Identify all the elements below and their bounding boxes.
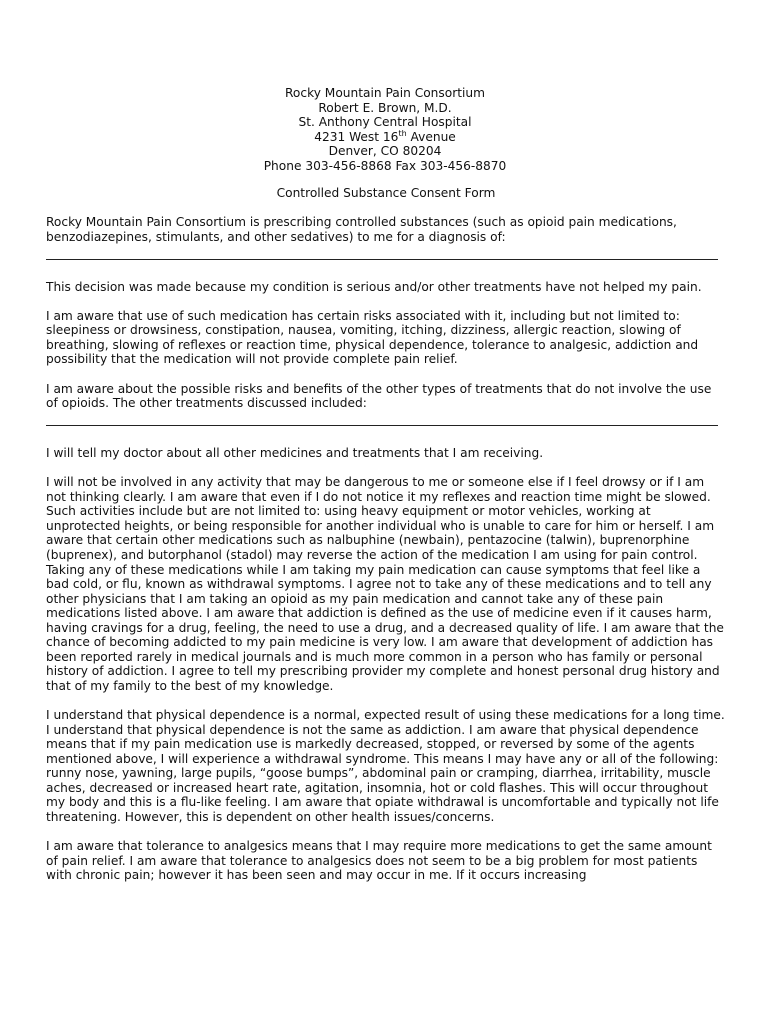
paragraph-tolerance: I am aware that tolerance to analgesics means that I may require more medications to get the same amount of pain relief. I am aware that tolerance to analgesics does not seem to be a big problem for most patients with chronic pain; however it has been seen and may occur in me. If it occurs increasing <box>46 838 712 883</box>
paragraph-tell-doctor: I will tell my doctor about all other medicines and treatments that I am receiving. <box>46 446 544 461</box>
city-state-zip: Denver, CO 80204 <box>328 144 442 159</box>
org-name: Rocky Mountain Pain Consortium <box>285 86 485 100</box>
other-treatments-blank-line[interactable] <box>46 425 718 426</box>
hospital-name: St. Anthony Central Hospital <box>298 115 472 130</box>
paragraph-diagnosis: Rocky Mountain Pain Consortium is prescribing controlled substances (such as opioid pain medications, benzodiazepines, stimulants, and other sedatives) to me for a diagnosis of: <box>46 215 677 244</box>
street-prefix: 4231 West 16 <box>314 129 399 144</box>
street-ordinal: th <box>398 128 407 138</box>
paragraph-other-treatments: I am aware about the possible risks and benefits of the other types of treatments that do not involve the use of opioids. The other treatments discussed included: <box>46 381 712 411</box>
paragraph-physical-dependence: I understand that physical dependence is a normal, expected result of using these medications for a long time. I understand that physical dependence is not the same as addiction. I am aware that physical dependence means that if my pain medication use is markedly decreased, stopped, or reversed by some of the agents mentioned above, I will experience a withdrawal syndrome. This means I may have any or all of the following: runny nose, yawning, large pupils, “goose bumps”, abdominal pain or cramping, diarrhea, irritability, muscle aches, decreased or increased heart rate, agitation, insomnia, hot or cold flashes. This will occur throughout my body and this is a flu-like feeling. I am aware that opiate withdrawal is uncomfortable and typically not life threatening. However, this is dependent on other health issues/concerns. <box>46 708 725 824</box>
diagnosis-blank-line[interactable] <box>46 259 718 260</box>
paragraph-decision: This decision was made because my condition is serious and/or other treatments have not helped my pain. <box>46 279 702 294</box>
paragraph-activities: I will not be involved in any activity that may be dangerous to me or someone else if I feel drowsy or if I am not thinking clearly. I am aware that even if I do not notice it my reflexes and reaction time might be slowed. Such activities include but are not limited to: using heavy equipment or motor vehicles, working at unprotected heights, or being responsible for another individual who is unable to care for him or herself. I am aware that certain other medications such as nalbuphine (newbain), pentazocine (talwin), buprenorphine (buprenex), and butorphanol (stadol) may reverse the action of the medication I am using for pain control. Taking any of these medications while I am taking my pain medication can cause symptoms that feel like a bad cold, or flu, known as withdrawal symptoms. I agree not to take any of these medications and to tell any other physicians that I am taking an opioid as my pain medication and cannot take any of these pain medications listed above. I am aware that addiction is defined as the use of medicine even if it causes harm, having cravings for a drug, feeling, the need to use a drug, and a decreased quality of life. I am aware that the chance of becoming addicted to my pain medicine is very low. I am aware that development of addiction has been reported rarely in medical journals and is much more common in a person who has family or personal history of addiction. I agree to tell my prescribing provider my complete and honest personal drug history and that of my family to the best of my knowledge. <box>46 475 724 693</box>
letterhead <box>46 86 724 173</box>
phone-fax: Phone 303-456-8868 Fax 303-456-8870 <box>263 158 507 173</box>
form-title: Controlled Substance Consent Form <box>276 186 496 200</box>
street-suffix: Avenue <box>406 129 456 144</box>
form-body <box>46 186 726 897</box>
doctor-name: Robert E. Brown, M.D. <box>318 100 452 115</box>
street-address <box>46 130 724 145</box>
paragraph-risks: I am aware that use of such medication has certain risks associated with it, including but not limited to: sleepiness or drowsiness, constipation, nausea, vomiting, itching, dizziness, allergic reaction, slowing of breathing, slowing of reflexes or reaction time, physical dependence, tolerance to analgesic, addiction and possibility that the medication will not provide complete pain relief. <box>46 308 699 367</box>
